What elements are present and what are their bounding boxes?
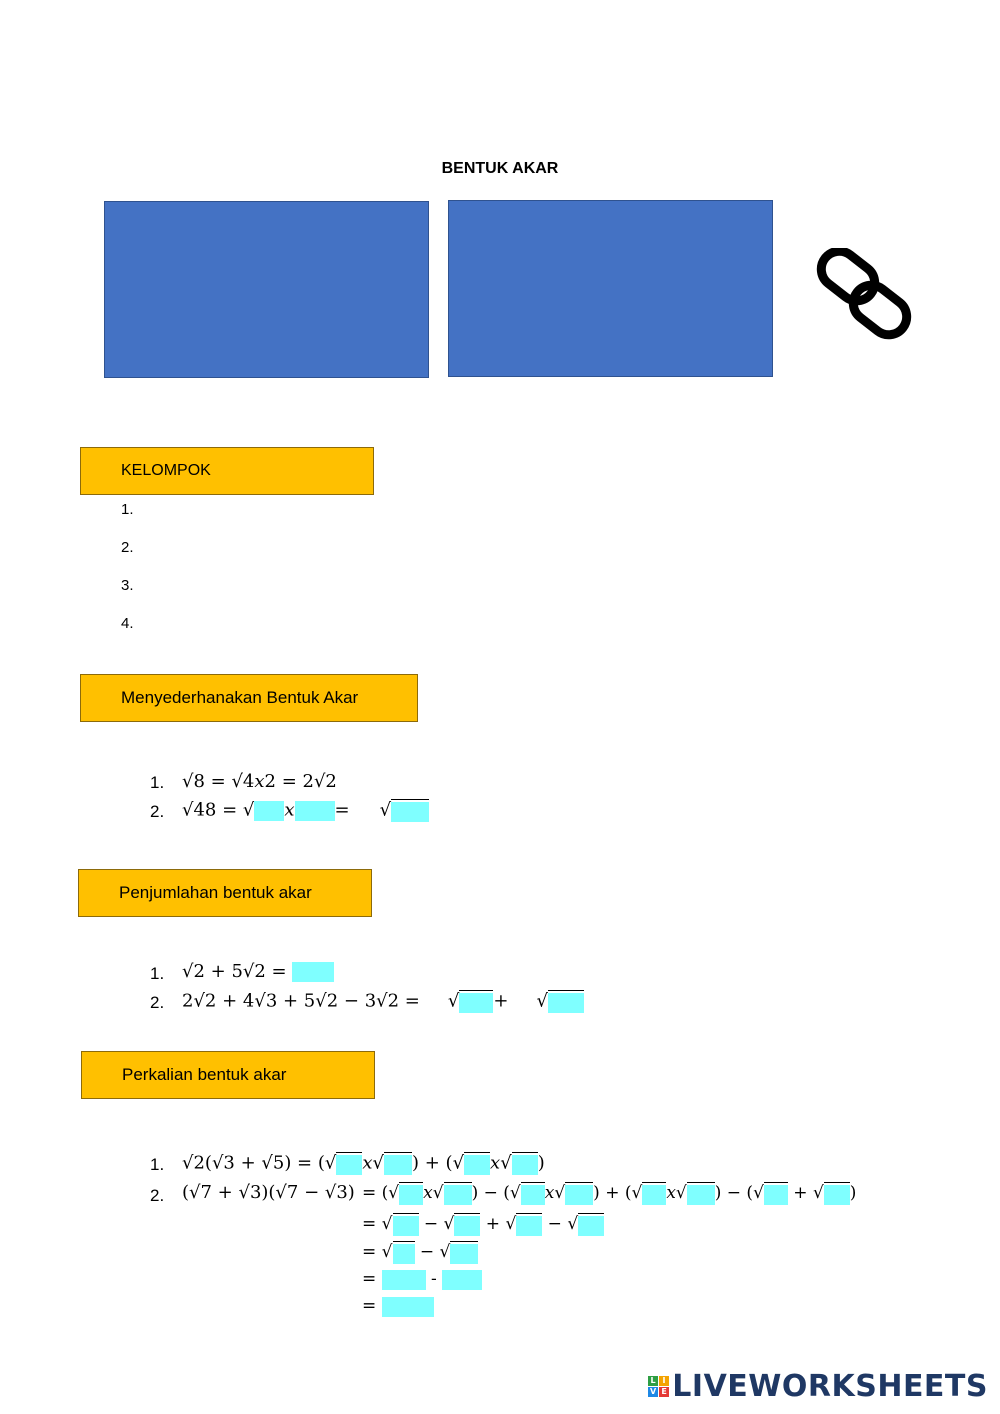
s2-equation-2: 2√2 + 4√3 + 5√2 − 3√2 = √ + √ xyxy=(182,990,584,1013)
answer-blank[interactable] xyxy=(464,1155,490,1175)
equals-sign: = xyxy=(362,1241,377,1262)
answer-blank[interactable] xyxy=(764,1185,788,1205)
page-title: BENTUK AKAR xyxy=(441,160,559,177)
s1-eq2-lhs: √48 = √ xyxy=(182,799,255,821)
chain-link-icon[interactable] xyxy=(815,248,915,343)
answer-blank[interactable] xyxy=(295,801,335,821)
answer-blank[interactable] xyxy=(393,1244,415,1264)
answer-blank[interactable] xyxy=(292,962,334,982)
equals-sign: = xyxy=(362,1182,377,1203)
image-placeholder-left xyxy=(104,201,429,378)
answer-blank[interactable] xyxy=(642,1185,666,1205)
s2-eq1-lhs: √2 + 5√2 = xyxy=(182,961,287,982)
section-multiplication-header: Perkalian bentuk akar xyxy=(81,1051,375,1099)
s2-number-1: 1. xyxy=(150,964,165,983)
equals-sign: = xyxy=(362,1296,377,1316)
s3-number-2: 2. xyxy=(150,1186,165,1205)
equals-sign: = xyxy=(362,1213,377,1234)
equals-sign: = xyxy=(334,799,350,821)
s3-equation-2-line-4: = - xyxy=(362,1269,482,1290)
kelompok-item-3: 3. xyxy=(121,577,134,594)
s1-number-1: 1. xyxy=(150,773,165,792)
times-sign: 𝑥 xyxy=(362,1152,373,1174)
answer-blank[interactable] xyxy=(454,1216,480,1236)
section-simplify-header: Menyederhanakan Bentuk Akar xyxy=(80,674,418,722)
answer-blank[interactable] xyxy=(824,1185,850,1205)
answer-blank[interactable] xyxy=(578,1216,604,1236)
s3-equation-2-line-2: = √ − √ + √ − √ xyxy=(362,1213,604,1236)
liveworksheets-logo-mark: L I V E xyxy=(648,1376,669,1397)
times-sign: 𝑥 xyxy=(490,1152,501,1174)
answer-blank[interactable] xyxy=(548,993,584,1013)
times-sign: 𝑥 xyxy=(423,1182,433,1203)
answer-blank[interactable] xyxy=(450,1244,478,1264)
answer-blank[interactable] xyxy=(382,1297,434,1317)
answer-blank[interactable] xyxy=(399,1185,423,1205)
kelompok-item-4: 4. xyxy=(121,615,134,632)
answer-blank[interactable] xyxy=(382,1270,426,1290)
kelompok-item-2: 2. xyxy=(121,539,134,556)
times-sign: 𝑥 xyxy=(544,1182,555,1203)
times-sign: 𝑥 xyxy=(284,799,295,821)
answer-blank[interactable] xyxy=(391,802,429,822)
s1-number-2: 2. xyxy=(150,802,165,821)
kelompok-item-1: 1. xyxy=(121,501,134,518)
s3-equation-1: √2(√3 + √5) = (√ 𝑥√ ) + (√ 𝑥√ ) xyxy=(182,1152,545,1174)
answer-blank[interactable] xyxy=(521,1185,545,1205)
liveworksheets-logo xyxy=(648,1369,988,1404)
s2-number-2: 2. xyxy=(150,993,165,1012)
s2-eq2-lhs: 2√2 + 4√3 + 5√2 − 3√2 = xyxy=(182,990,420,1012)
s1-equation-1: √8 = √4𝑥2 = 2√2 xyxy=(182,771,337,792)
times-sign: 𝑥 xyxy=(666,1182,676,1203)
s2-equation-1 xyxy=(182,961,334,982)
answer-blank[interactable] xyxy=(384,1155,412,1175)
answer-blank[interactable] xyxy=(687,1185,715,1205)
s3-equation-2-line-5 xyxy=(362,1296,434,1317)
answer-blank[interactable] xyxy=(336,1155,362,1175)
answer-blank[interactable] xyxy=(444,1185,472,1205)
s1-equation-2: √48 = √ 𝑥 = √ xyxy=(182,799,429,822)
s3-eq1-lhs: √2(√3 + √5) = xyxy=(182,1152,313,1174)
equals-sign: = xyxy=(362,1269,377,1289)
logo-text: LIVEWORKSHEETS xyxy=(672,1369,988,1404)
s3-equation-2-lhs: (√7 + √3)(√7 − √3) xyxy=(182,1182,355,1203)
answer-blank[interactable] xyxy=(459,993,493,1013)
kelompok-header: KELOMPOK xyxy=(80,447,374,495)
s3-number-1: 1. xyxy=(150,1155,165,1174)
answer-blank[interactable] xyxy=(442,1270,482,1290)
answer-blank[interactable] xyxy=(565,1185,593,1205)
answer-blank[interactable] xyxy=(393,1216,419,1236)
image-placeholder-right xyxy=(448,200,773,377)
s3-equation-2-line-3: = √ − √ xyxy=(362,1241,478,1264)
plus-sign: + xyxy=(493,990,509,1012)
answer-blank[interactable] xyxy=(516,1216,542,1236)
answer-blank[interactable] xyxy=(512,1155,538,1175)
s3-equation-2-line-1: = (√ 𝑥√ ) − (√ 𝑥√ ) + (√ 𝑥√ ) − (√ + √ ) xyxy=(362,1182,857,1203)
answer-blank[interactable] xyxy=(254,801,284,821)
section-addition-header: Penjumlahan bentuk akar xyxy=(78,869,372,917)
